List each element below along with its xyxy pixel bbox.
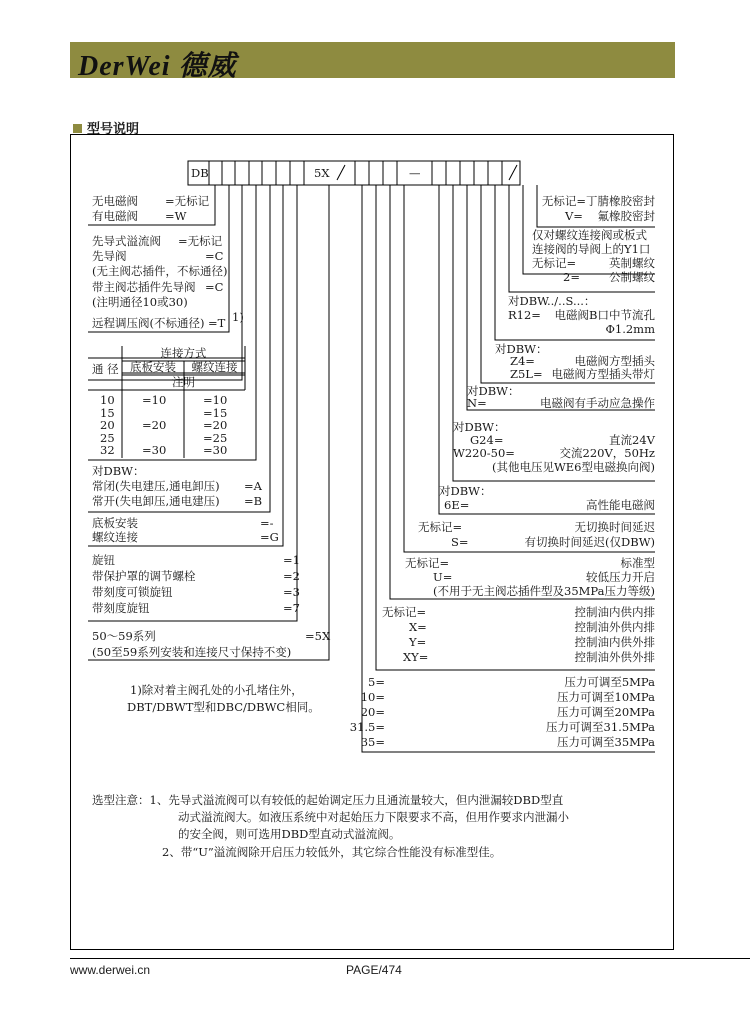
- pilot-valve-v: =C: [205, 249, 224, 263]
- solenoid-has-v: =W: [165, 209, 187, 223]
- solenoid-has: 有电磁阀: [92, 209, 138, 223]
- delay-none: 无标记=: [418, 520, 463, 534]
- pilot-valve-note: (无主阀芯插件，不标通径): [92, 264, 228, 278]
- plate-mount-v: =-: [260, 516, 274, 530]
- drain-x-desc: 控制油外供内排: [574, 620, 655, 634]
- seal-v-desc: 氟橡胶密封: [597, 209, 655, 223]
- pressure-code: 20=: [360, 705, 385, 719]
- delay-s-desc: 有切换时间延迟(仅DBW): [524, 535, 655, 549]
- drain-none: 无标记=: [382, 605, 427, 619]
- pilot-relief: 先导式溢流阀: [92, 234, 161, 248]
- volt-w220-desc: 交流220V，50Hz: [559, 446, 655, 460]
- footer-website[interactable]: www.derwei.cn: [70, 963, 151, 977]
- manual-title: 对DBW：: [467, 384, 520, 398]
- orifice-title: 对DBW../..S...：: [508, 294, 596, 308]
- dbw-title: 对DBW：: [92, 464, 145, 478]
- scale-knob-v: =7: [283, 601, 300, 615]
- note-line4: 2、带“U”溢流阀除开启压力较低外，其它综合性能没有标准型佳。: [162, 845, 502, 859]
- size-plate: =10: [142, 393, 167, 407]
- thread-note-2: 连接阀的导阀上的Y1口: [532, 242, 651, 256]
- conn-header: 连接方式: [160, 346, 207, 360]
- std-none: 无标记=: [405, 556, 450, 570]
- volt-g24: G24=: [470, 433, 504, 447]
- pilot-valve: 先导阀: [92, 249, 127, 263]
- size-dn: 25: [100, 430, 115, 445]
- hp-desc: 高性能电磁阀: [586, 498, 655, 512]
- size-plate: =20: [142, 418, 167, 432]
- size-thread: =20: [203, 418, 228, 432]
- drain-y-desc: 控制油内供外排: [574, 635, 655, 649]
- knob: 旋钮: [92, 553, 115, 567]
- solenoid-none-v: =无标记: [165, 194, 210, 208]
- note-line3: 的安全阀，则可选用DBD型直动式溢流阀。: [178, 827, 401, 841]
- code-prefix: DB: [191, 166, 209, 180]
- std-note: (不用于无主阀芯插件型及35MPa压力等级): [433, 584, 655, 598]
- volt-w220: W220-50=: [453, 446, 515, 460]
- drain-xy: XY=: [403, 650, 429, 664]
- volt-title: 对DBW：: [453, 420, 506, 434]
- remote-v: =T: [208, 316, 226, 330]
- hp-title: 对DBW：: [439, 484, 492, 498]
- lock-knob: 带刻度可锁旋钮: [92, 585, 173, 599]
- code-group: 5X: [314, 166, 330, 180]
- orifice-size: Φ1.2mm: [605, 322, 655, 336]
- knob-v: =1: [283, 553, 300, 567]
- scale-knob: 带刻度旋钮: [92, 601, 150, 615]
- code-boxes: [188, 161, 520, 185]
- size-dn: 20: [100, 418, 115, 432]
- size-dn: 15: [100, 405, 115, 420]
- thread-none-desc: 英制螺纹: [609, 256, 655, 270]
- size-thread: =30: [203, 443, 228, 457]
- footnote-line1: 1)除对着主阀孔处的小孔堵住外，: [130, 683, 303, 697]
- orifice-desc: 电磁阀B口中节流孔: [554, 308, 655, 322]
- dn-header: 通 径: [92, 362, 119, 376]
- normally-open: 常开(失电卸压,通电建压): [92, 494, 220, 508]
- series: 50～59系列: [92, 629, 156, 643]
- note-line1: 选型注意：1、先导式溢流阀可以有较低的起始调定压力且通流量较大，但内泄漏较DBD型直: [92, 793, 564, 807]
- lock-knob-v: =3: [283, 585, 300, 599]
- volt-g24-desc: 直流24V: [609, 433, 655, 447]
- size-dn: 32: [100, 443, 115, 457]
- pressure-code: 35=: [360, 735, 385, 749]
- orifice-code: R12=: [508, 308, 541, 322]
- note-line2: 动式溢流阀大。如液压系统中对起始压力下限要求不高，但用作要求内泄漏小: [178, 810, 569, 824]
- main-insert: 带主阀芯插件先导阀: [92, 280, 196, 294]
- seal-none: 无标记=丁腈橡胶密封: [541, 194, 655, 208]
- volt-note: (其他电压见WE6型电磁换向阀): [491, 460, 655, 474]
- pressure-code: 5=: [368, 675, 385, 689]
- size-dn: 10: [100, 393, 115, 407]
- manual-desc: 电磁阀有手动应急操作: [540, 396, 655, 410]
- thread-note-1: 仅对螺纹连接阀或板式: [532, 228, 647, 242]
- drain-x: X=: [409, 620, 427, 634]
- sub-thread: 螺纹连接: [191, 360, 238, 374]
- footnote-line2: DBT/DBWT型和DBC/DBWC相同。: [127, 700, 320, 714]
- pressure-desc: 压力可调至10MPa: [557, 690, 655, 704]
- series-note: (50至59系列安装和连接尺寸保持不变): [92, 645, 292, 659]
- normally-closed-v: =A: [244, 479, 262, 493]
- normally-closed: 常闭(失电建压,通电卸压): [92, 479, 220, 493]
- pressure-desc: 压力可调至20MPa: [557, 705, 655, 719]
- footer-divider: [70, 958, 750, 959]
- solenoid-none: 无电磁阀: [92, 194, 138, 208]
- plate-mount: 底板安装: [92, 516, 138, 530]
- seal-v: V=: [565, 209, 583, 223]
- drain-y: Y=: [409, 635, 427, 649]
- thread-none: 无标记=: [532, 256, 577, 270]
- manual-n: N=: [467, 396, 487, 410]
- remote-ref: 1): [232, 310, 244, 324]
- delay-none-desc: 无切换时间延迟: [574, 520, 655, 534]
- std-none-desc: 标准型: [620, 556, 655, 570]
- plug-z4: Z4=: [510, 354, 535, 368]
- sub-plate: 底板安装: [130, 360, 176, 374]
- thread-2: 2=: [563, 270, 580, 284]
- main-insert-v: =C: [205, 280, 224, 294]
- pressure-code: 31.5=: [349, 720, 385, 734]
- normally-open-v: =B: [244, 494, 263, 508]
- pressure-desc: 压力可调至5MPa: [564, 675, 655, 689]
- std-u: U=: [433, 570, 453, 584]
- screw: 带保护罩的调节螺栓: [92, 569, 196, 583]
- plug-title: 对DBW：: [495, 342, 548, 356]
- pressure-desc: 压力可调至31.5MPa: [546, 720, 655, 734]
- drain-xy-desc: 控制油外供外排: [574, 650, 655, 664]
- thread-mount: 螺纹连接: [92, 530, 138, 544]
- thread-2-desc: 公制螺纹: [609, 270, 655, 284]
- size-thread: =10: [203, 393, 228, 407]
- section-title-text: 型号说明: [87, 121, 140, 136]
- size-plate: =30: [142, 443, 167, 457]
- pilot-relief-v: =无标记: [178, 234, 223, 248]
- main-insert-note: (注明通径10或30): [92, 295, 188, 309]
- delay-s: S=: [451, 535, 469, 549]
- remote: 远程调压阀(不标通径): [92, 316, 205, 330]
- footer-page: PAGE/474: [346, 963, 402, 977]
- plug-z5l: Z5L=: [510, 367, 543, 381]
- thread-mount-v: =G: [260, 530, 279, 544]
- code-dash: —: [409, 166, 421, 180]
- plug-z5l-desc: 电磁阀方型插头带灯: [551, 367, 655, 381]
- drain-none-desc: 控制油内供内排: [574, 605, 655, 619]
- pressure-code: 10=: [360, 690, 385, 704]
- hp-6e: 6E=: [444, 498, 470, 512]
- mark-header: 注明: [172, 375, 195, 389]
- pressure-desc: 压力可调至35MPa: [557, 735, 655, 749]
- size-thread: =25: [203, 430, 228, 445]
- brand-logo: DerWei 德威: [78, 51, 237, 82]
- plug-z4-desc: 电磁阀方型插头: [574, 354, 655, 368]
- series-v: =5X: [305, 629, 331, 643]
- size-thread: =15: [203, 405, 228, 420]
- screw-v: =2: [283, 569, 300, 583]
- std-u-desc: 较低压力开启: [586, 570, 655, 584]
